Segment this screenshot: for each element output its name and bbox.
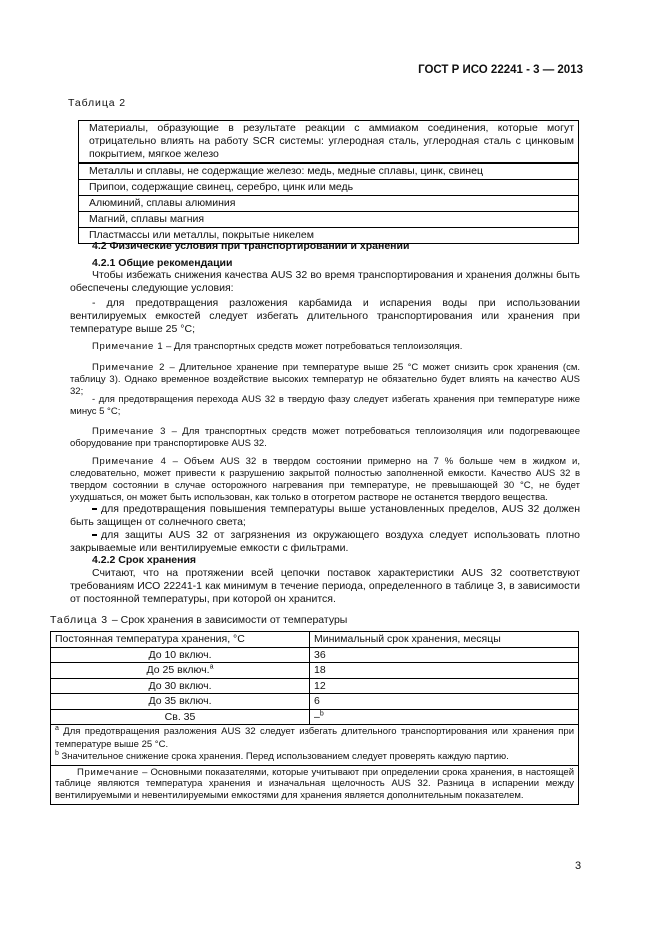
note-row: [51, 765, 579, 805]
months-text: –: [314, 710, 320, 723]
table-row: [79, 212, 579, 228]
note-label: Примечание 3: [92, 426, 167, 437]
table-row: [51, 647, 579, 663]
months-cell: 12: [310, 678, 579, 694]
list-bullet: -: [92, 297, 96, 309]
note-text: – Основными показателями, которые учитывают при определении срока хранения, в настоящей таблице являются температура хранения и изначальная щелочность AUS 32. Разница в испарении между вентилируемыми и невентилируемыми емкостями для хранения является дополнительным показателем.: [55, 766, 575, 801]
table-row: [51, 678, 579, 694]
document-header: ГОСТ Р ИСО 22241 - 3 — 2013: [418, 64, 583, 76]
caption-label: Таблица 3: [50, 614, 109, 626]
note-text: – Объем AUS 32 в твердом состоянии примерно на 7 % больше чем в жидком и, следовательно, может привести к разрушению закрытой полностью заполненной емкости. Качество AUS 32 в твердом состоянии в случае осторожного нагревания при температуре, не превышающей 30 °С, не будет ухудшаться, он может быть использован, как только в отогретом растворе не останется твердого вещества.: [70, 456, 580, 503]
dash-bullet-icon: [92, 534, 97, 536]
footnotes: [51, 725, 579, 766]
table-cell: Алюминий, сплавы алюминия: [79, 196, 579, 212]
column-header: Постоянная температура хранения, °С: [51, 632, 310, 648]
table-row: [79, 180, 579, 196]
table-cell: Материалы, образующие в результате реакции с аммиаком соединения, которые могут отрицательно влиять на работу SCR системы: углеродная сталь, углеродная сталь с цинковым покрытием, мягкое железо: [79, 121, 579, 164]
table-row: [79, 163, 579, 180]
list-item: - для предотвращения перехода AUS 32 в твердую фазу следует избегать хранения при температуре ниже минус 5 °С;: [70, 394, 580, 417]
list-item-text: для предотвращения повышения температуры выше установленных пределов, AUS 32 должен быть защищен от солнечного света;: [70, 503, 580, 528]
page-number: 3: [575, 860, 582, 872]
footnote-ref: a: [209, 663, 214, 671]
table-row: [51, 663, 579, 679]
table-cell: Металлы и сплавы, не содержащие железо: медь, медные сплавы, цинк, свинец: [79, 163, 579, 180]
note-text: – Длительное хранение при температуре выше 25 °С может снизить срок хранения (см. таблицу 3). Однако временное воздействие высоких температур не обязательно будет влиять на качество AUS 32;: [70, 362, 581, 397]
footnote-a: [55, 726, 574, 751]
temp-cell: До 10 включ.: [51, 647, 310, 663]
table-row: [79, 121, 579, 164]
note-text: – Для транспортных средств может потребоваться теплоизоляция.: [165, 341, 463, 352]
note-1: [70, 341, 580, 353]
table3-caption: [50, 614, 347, 626]
note-label: Примечание: [77, 766, 139, 778]
table-cell: Магний, сплавы магния: [79, 212, 579, 228]
months-cell: 36: [310, 647, 579, 663]
months-cell: 18: [310, 663, 579, 679]
temp-cell: До 30 включ.: [51, 678, 310, 694]
note-label: Примечание 1: [92, 341, 164, 352]
months-cell: 6: [310, 694, 579, 710]
temp-cell: Св. 35: [51, 709, 310, 725]
section-heading-4-2: 4.2 Физические условия при транспортировании и хранении: [92, 240, 410, 252]
table-row: [51, 694, 579, 710]
note-label: Примечание 2: [92, 362, 166, 373]
table2-caption: Таблица 2: [68, 97, 127, 109]
temp-text: До 25 включ.: [146, 664, 210, 676]
list-item: [70, 503, 580, 529]
footnote-text: Для предотвращения разложения AUS 32 следует избегать длительного транспортирования или хранения при температуре выше 25 °С.: [55, 726, 575, 750]
footnote-ref: b: [319, 710, 324, 717]
section-heading-4-2-1: 4.2.1 Общие рекомендации: [92, 257, 233, 269]
caption-text: – Срок хранения в зависимости от температуры: [111, 614, 348, 626]
table-row: [79, 196, 579, 212]
table-cell: Пластмассы или металлы, покрытые никелем: [79, 228, 579, 244]
temp-cell: До 35 включ.: [51, 694, 310, 710]
note-3: [70, 426, 580, 450]
table3: [50, 631, 579, 805]
table-note: [51, 765, 579, 805]
note-2: [70, 362, 580, 398]
note-text: – Для транспортных средств может потребоваться теплоизоляция или подогревающее оборудование при транспортировке AUS 32.: [70, 426, 580, 449]
list-item-text: для предотвращения разложения карбамида и испарения воды при использовании вентилируемых емкостей следует избегать длительного транспортирования или хранения при температуре выше 25 °С;: [70, 297, 580, 335]
list-item-text: для защиты AUS 32 от загрязнения из окружающего воздуха следует использовать плотно закрываемые или вентилируемые емкости с фильтрами.: [70, 529, 580, 554]
intro-paragraph: Чтобы избежать снижения качества AUS 32 во время транспортирования и хранения должны быть обеспечены следующие условия:: [70, 269, 580, 294]
table-cell: Припои, содержащие свинец, серебро, цинк или медь: [79, 180, 579, 196]
column-header: Минимальный срок хранения, месяцы: [310, 632, 579, 648]
footnote-mark: a: [55, 724, 59, 732]
table-row: [51, 709, 579, 725]
table-header-row: [51, 632, 579, 648]
dash-bullet-icon: [92, 508, 97, 510]
storage-paragraph: Считают, что на протяжении всей цепочки поставок характеристики AUS 32 соответствуют требованиям ИСО 22241-1 как минимум в течение периода, определенного в таблице 3, в зависимости от постоянной температуры, при которой он хранится.: [70, 567, 580, 605]
section-heading-4-2-2: 4.2.2 Срок хранения: [92, 554, 197, 566]
footnote-b: [55, 751, 574, 764]
footnote-mark: b: [55, 749, 59, 757]
list-item: [70, 297, 580, 335]
table2: [78, 120, 579, 244]
footnote-text: Значительное снижение срока хранения. Перед использованием следует проверять каждую партию.: [61, 751, 509, 762]
list-item: [70, 529, 580, 555]
note-label: Примечание 4: [92, 456, 167, 467]
temp-cell: [51, 663, 310, 679]
note-4: [70, 456, 580, 504]
months-cell: [310, 709, 579, 725]
footnote-row: [51, 725, 579, 766]
